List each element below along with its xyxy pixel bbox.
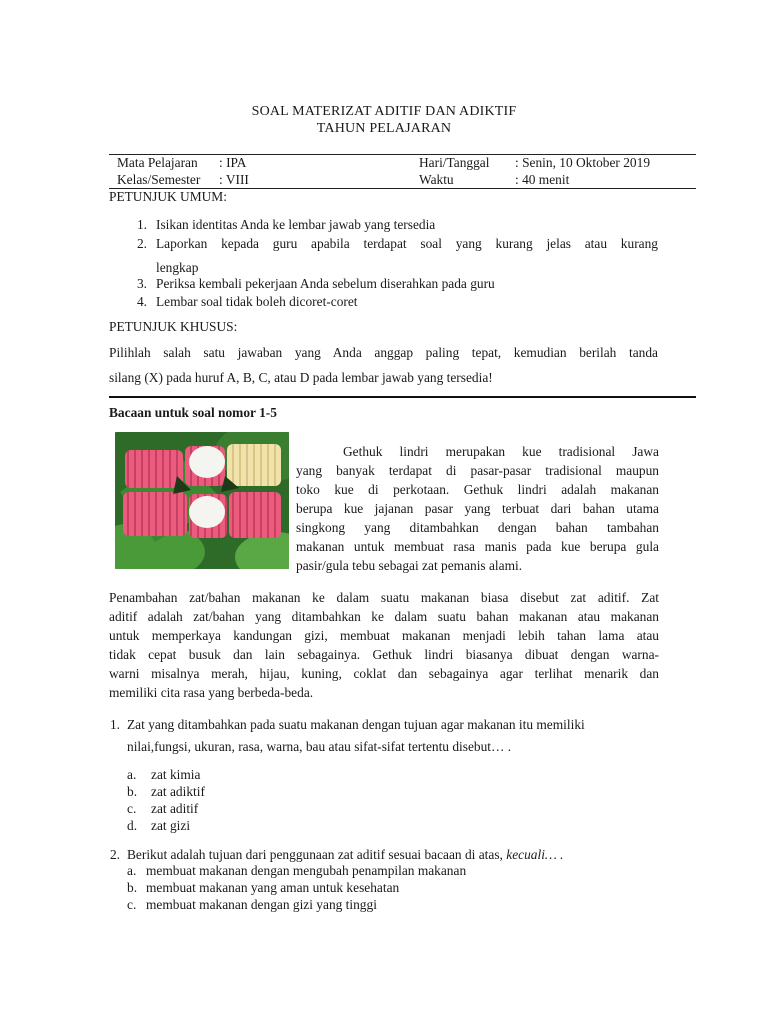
document-title: SOAL MATERIZAT ADITIF DAN ADIKTIF — [251, 104, 517, 119]
general-instructions-heading: PETUNJUK UMUM: — [109, 189, 227, 204]
reading-paragraph-line: pasir/gula tebu sebagai zat pemanis alami. — [296, 558, 523, 573]
class-value: : VIII — [219, 172, 249, 187]
instruction-number: 3. — [136, 276, 147, 291]
instruction-number: 4. — [136, 294, 147, 309]
question-number: 2. — [109, 847, 120, 862]
question-number: 1. — [109, 717, 120, 732]
reading-paragraph-line: makanan untuk membuat rasa manis pada kue berupa gula — [296, 539, 659, 554]
instruction-number: 2. — [136, 236, 147, 251]
reading-paragraph-line: Penambahan zat/bahan makanan ke dalam suatu makanan biasa disebut zat aditif. Zat — [109, 590, 659, 605]
document-subtitle: TAHUN PELAJARAN — [316, 121, 452, 136]
reading-paragraph-line: memiliki cita rasa yang berbeda-beda. — [109, 685, 314, 700]
option-letter: a. — [127, 863, 137, 878]
gethuk-lindri-photo — [115, 432, 289, 569]
reading-paragraph-line: berupa kue jajanan pasar yang terbuat dari bahan utama — [296, 501, 659, 516]
instruction-text: Periksa kembali pekerjaan Anda sebelum diserahkan pada guru — [156, 276, 495, 291]
reading-paragraph-line: Gethuk lindri merupakan kue tradisional Jawa — [343, 444, 659, 459]
instruction-text: Laporkan kepada guru apabila terdapat soal yang kurang jelas atau kurang — [156, 236, 658, 251]
time-value: : 40 menit — [515, 172, 570, 187]
subject-label: Mata Pelajaran — [117, 155, 198, 170]
reading-paragraph-line: untuk memperkaya kandungan gizi, membuat makanan menjadi lebih tahan lama atau — [109, 628, 659, 643]
special-instructions-text-continued: silang (X) pada huruf A, B, C, atau D pada lembar jawab yang tersedia! — [109, 370, 493, 385]
subject-value: : IPA — [219, 155, 247, 170]
option-letter: c. — [127, 897, 137, 912]
special-instructions-heading: PETUNJUK KHUSUS: — [109, 319, 238, 334]
reading-paragraph-line: yang banyak terdapat di pasar-pasar tradisional maupun — [296, 463, 659, 478]
instruction-text: Lembar soal tidak boleh dicoret-coret — [156, 294, 358, 309]
reading-paragraph-line: aditif adalah zat/bahan yang ditambahkan ke dalam suatu bahan makanan atau makanan — [109, 609, 659, 624]
question-text: Zat yang ditambahkan pada suatu makanan dengan tujuan agar makanan itu memiliki — [127, 717, 585, 732]
option-text[interactable]: zat aditif — [151, 801, 199, 816]
instruction-number: 1. — [136, 217, 147, 232]
date-label: Hari/Tanggal — [419, 155, 490, 170]
section-divider — [109, 396, 696, 398]
reading-heading: Bacaan untuk soal nomor 1-5 — [109, 405, 277, 420]
option-text[interactable]: membuat makanan yang aman untuk kesehatan — [146, 880, 400, 895]
option-text[interactable]: zat kimia — [151, 767, 201, 782]
option-text[interactable]: zat adiktif — [151, 784, 205, 799]
option-text[interactable]: membuat makanan dengan gizi yang tinggi — [146, 897, 377, 912]
reading-paragraph-line: tidak cepat busuk dan lain sebagainya. Gethuk lindri biasanya dibuat dengan warna- — [109, 647, 659, 662]
instruction-text: Isikan identitas Anda ke lembar jawab yang tersedia — [156, 217, 436, 232]
reading-paragraph-line: singkong yang ditambahkan dengan bahan tambahan — [296, 520, 659, 535]
option-letter: a. — [127, 767, 137, 782]
option-letter: c. — [127, 801, 137, 816]
reading-paragraph-line: toko kue di perkotaan. Gethuk lindri adalah makanan — [296, 482, 659, 497]
option-letter: b. — [127, 784, 138, 799]
reading-paragraph-line: warni misalnya merah, hijau, kuning, coklat dan sebagainya agar terlihat menarik dan — [109, 666, 659, 681]
instruction-text-continued: lengkap — [156, 260, 199, 275]
question-text — [127, 847, 564, 863]
option-text[interactable]: membuat makanan dengan mengubah penampilan makanan — [146, 863, 467, 878]
option-letter: d. — [127, 818, 138, 833]
class-label: Kelas/Semester — [117, 172, 201, 187]
option-letter: b. — [127, 880, 138, 895]
question-text-main: Berikut adalah tujuan dari penggunaan zat aditif sesuai bacaan di atas, — [127, 847, 503, 862]
option-text[interactable]: zat gizi — [151, 818, 191, 833]
question-text-italic: kecuali… . — [506, 847, 564, 862]
question-text-continued: nilai,fungsi, ukuran, rasa, warna, bau atau sifat-sifat tertentu disebut… . — [127, 739, 512, 754]
date-value: : Senin, 10 Oktober 2019 — [515, 155, 651, 170]
special-instructions-text: Pilihlah salah satu jawaban yang Anda anggap paling tepat, kemudian berilah tanda — [109, 345, 658, 360]
time-label: Waktu — [419, 172, 454, 187]
